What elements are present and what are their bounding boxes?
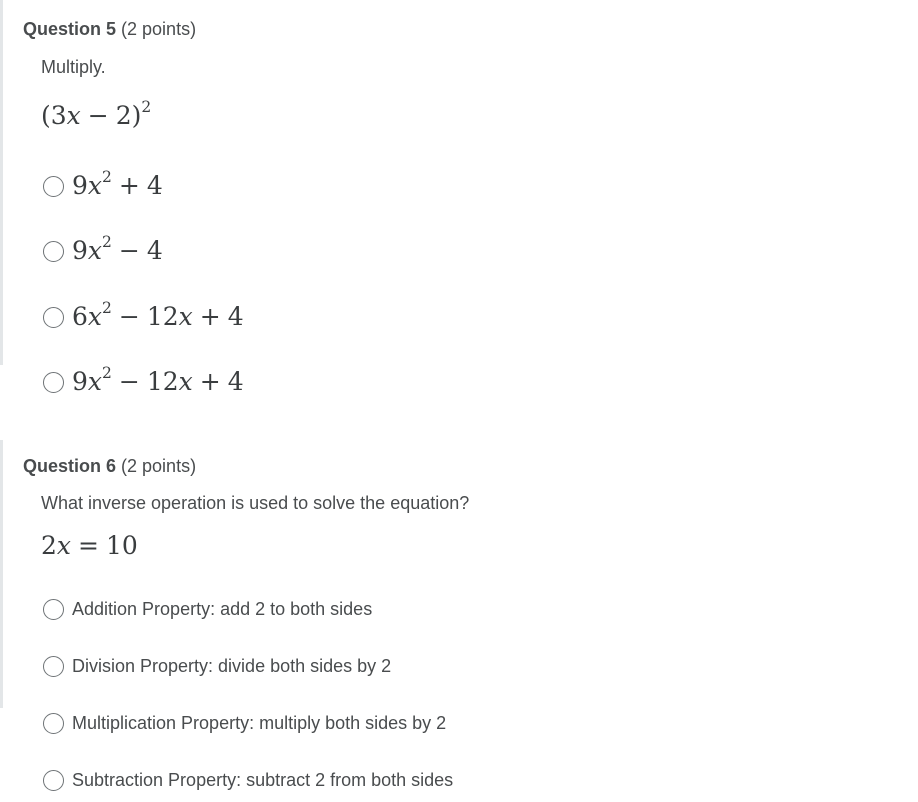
option-label: Division Property: divide both sides by 2 xyxy=(72,656,392,676)
question-5-prompt: Multiply. xyxy=(41,57,106,77)
question-6-option-3[interactable] xyxy=(43,712,446,734)
question-5-option-4[interactable] xyxy=(43,364,244,397)
option-label: $6x^2 - 12x + 4$ xyxy=(72,299,244,331)
radio-button[interactable] xyxy=(43,656,64,677)
question-5-left-rule xyxy=(0,0,3,365)
radio-button[interactable] xyxy=(43,372,64,393)
option-label: Multiplication Property: multiply both sides by 2 xyxy=(72,713,447,733)
question-5-expression: $(3x - 2)^2$ xyxy=(41,98,152,130)
radio-button[interactable] xyxy=(43,713,64,734)
question-6-points: (2 points) xyxy=(121,456,197,476)
radio-button[interactable] xyxy=(43,176,64,197)
question-5-option-3[interactable] xyxy=(43,299,244,332)
option-label: $9x^2 - 4$ xyxy=(72,233,163,265)
question-6-option-1[interactable] xyxy=(43,598,372,620)
question-6-prompt: What inverse operation is used to solve the equation? xyxy=(41,493,470,513)
question-6-header xyxy=(23,455,196,477)
question-6-option-2[interactable] xyxy=(43,655,391,677)
radio-button[interactable] xyxy=(43,241,64,262)
question-6-title: Question 6 xyxy=(23,456,117,476)
question-6-option-4[interactable] xyxy=(43,769,453,791)
option-label: $9x^2 - 12x + 4$ xyxy=(72,364,244,396)
question-5-points: (2 points) xyxy=(121,19,197,39)
question-5-title: Question 5 xyxy=(23,19,117,39)
option-label: Subtraction Property: subtract 2 from both sides xyxy=(72,770,454,790)
question-6-left-rule xyxy=(0,440,3,708)
question-5-header xyxy=(23,18,196,40)
radio-button[interactable] xyxy=(43,770,64,791)
question-5-option-2[interactable] xyxy=(43,233,163,266)
radio-button[interactable] xyxy=(43,599,64,620)
question-6-equation: 2x = 10 xyxy=(41,531,138,560)
question-5-option-1[interactable] xyxy=(43,168,163,201)
radio-button[interactable] xyxy=(43,307,64,328)
option-label: Addition Property: add 2 to both sides xyxy=(72,599,373,619)
option-label: $9x^2 + 4$ xyxy=(72,168,163,200)
